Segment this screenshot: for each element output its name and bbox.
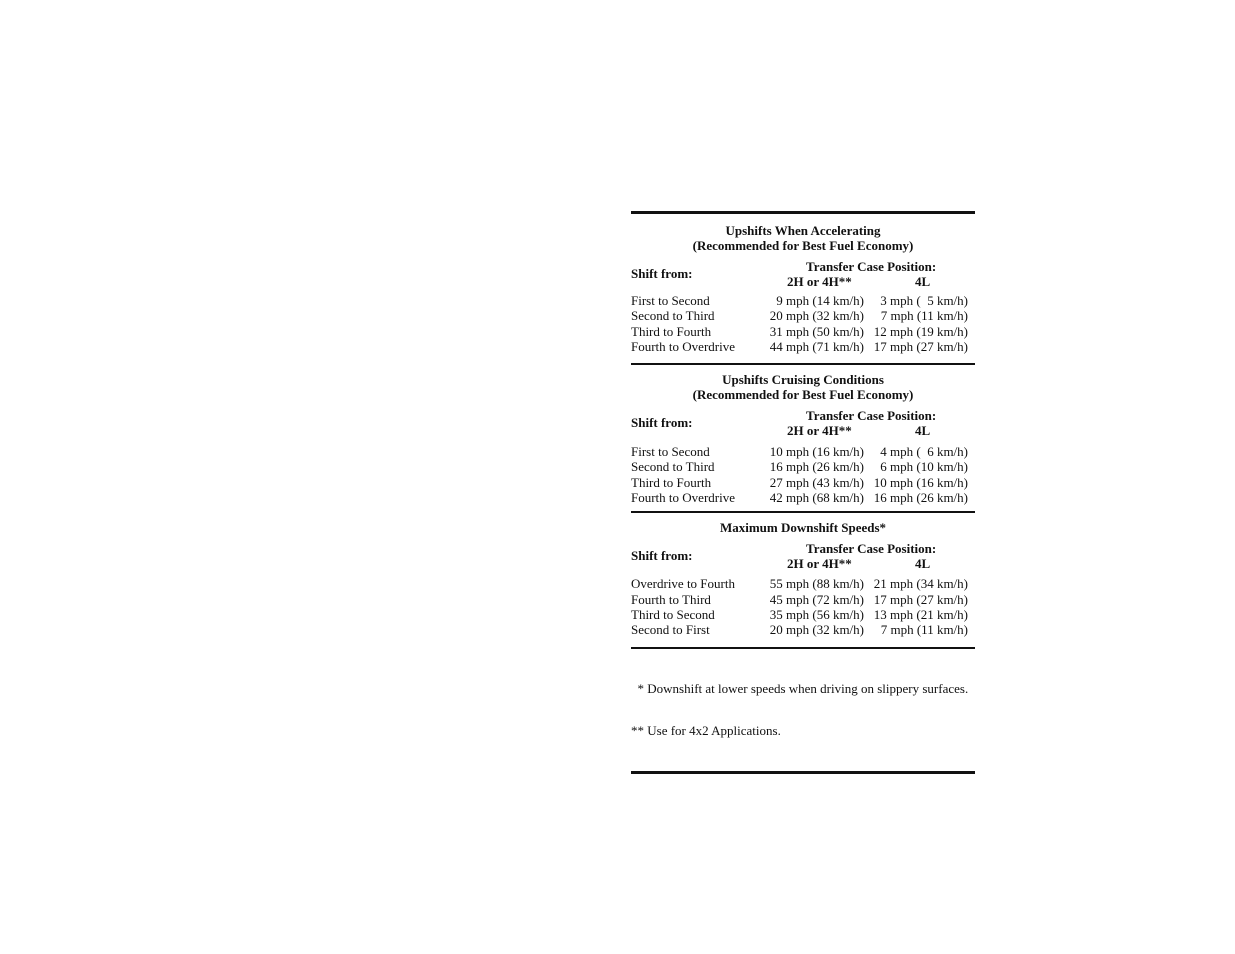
row-label: Fourth to Overdrive bbox=[631, 338, 735, 354]
row-label: Second to Third bbox=[631, 459, 715, 475]
transfer-case-label: Transfer Case Position: bbox=[806, 259, 937, 274]
section-subtitle: (Recommended for Best Fuel Economy) bbox=[692, 387, 914, 403]
column-header bbox=[631, 408, 975, 438]
col-2h-4h-header: 2H or 4H** bbox=[787, 556, 852, 572]
transfer-case-label: Transfer Case Position: bbox=[806, 408, 937, 424]
row-value-2h: 44 mph (71 km/h) bbox=[769, 338, 864, 354]
row-label: Third to Fourth bbox=[631, 323, 712, 339]
upshifts-cruising-section bbox=[631, 365, 975, 505]
col-4l-header: 4L bbox=[915, 556, 931, 572]
table-body bbox=[631, 293, 975, 354]
table-row bbox=[631, 622, 975, 637]
row-value-4l: 10 mph (16 km/h) bbox=[873, 474, 968, 490]
table-body bbox=[631, 576, 975, 637]
row-label: Fourth to Overdrive bbox=[631, 490, 735, 506]
row-value-2h: 20 mph (32 km/h) bbox=[769, 308, 864, 324]
row-value-2h: 20 mph (32 km/h) bbox=[769, 622, 864, 638]
table-row bbox=[631, 490, 975, 505]
col-2h-4h-header: 2H or 4H** bbox=[787, 423, 852, 439]
row-label: Third to Fourth bbox=[631, 474, 712, 490]
row-label: Second to Third bbox=[631, 308, 715, 324]
row-label: First to Second bbox=[631, 444, 710, 460]
row-value-4l: 6 mph (10 km/h) bbox=[880, 459, 968, 475]
row-value-2h: 55 mph (88 km/h) bbox=[769, 576, 864, 592]
table-row bbox=[631, 293, 975, 308]
row-value-2h: 31 mph (50 km/h) bbox=[769, 323, 864, 339]
bottom-rule bbox=[631, 771, 975, 774]
row-value-4l: 3 mph ( 5 km/h) bbox=[880, 293, 968, 308]
footnotes bbox=[631, 649, 975, 766]
row-label: Second to First bbox=[631, 622, 710, 638]
table-row bbox=[631, 308, 975, 323]
row-value-2h: 10 mph (16 km/h) bbox=[769, 444, 864, 460]
table-row bbox=[631, 607, 975, 622]
row-label: Third to Second bbox=[631, 606, 715, 622]
col-4l-header: 4L bbox=[915, 423, 931, 439]
section-title: Upshifts When Accelerating bbox=[725, 223, 881, 238]
section-subtitle: (Recommended for Best Fuel Economy) bbox=[692, 238, 914, 253]
section-title: Maximum Downshift Speeds* bbox=[719, 520, 887, 536]
row-value-2h: 42 mph (68 km/h) bbox=[769, 490, 864, 506]
row-value-4l: 17 mph (27 km/h) bbox=[873, 338, 968, 354]
col-4l-header: 4L bbox=[915, 274, 931, 289]
row-value-2h: 16 mph (26 km/h) bbox=[769, 459, 864, 475]
row-value-2h: 45 mph (72 km/h) bbox=[769, 591, 864, 607]
shift-from-label: Shift from: bbox=[631, 548, 693, 564]
row-value-4l: 21 mph (34 km/h) bbox=[873, 576, 968, 592]
row-value-4l: 13 mph (21 km/h) bbox=[873, 606, 968, 622]
row-value-4l: 17 mph (27 km/h) bbox=[873, 591, 968, 607]
row-value-4l: 4 mph ( 6 km/h) bbox=[880, 444, 968, 460]
row-value-4l: 12 mph (19 km/h) bbox=[873, 323, 968, 339]
footnote-downshift: * Downshift at lower speeds when driving on slippery surfaces. bbox=[631, 680, 969, 696]
table-row bbox=[631, 459, 975, 474]
column-header bbox=[631, 541, 975, 571]
row-label: First to Second bbox=[631, 293, 710, 308]
row-label: Fourth to Third bbox=[631, 591, 711, 607]
footnote-4x2: ** Use for 4x2 Applications. bbox=[631, 722, 781, 738]
col-2h-4h-header: 2H or 4H** bbox=[787, 274, 852, 289]
row-value-2h: 27 mph (43 km/h) bbox=[769, 474, 864, 490]
row-value-4l: 16 mph (26 km/h) bbox=[873, 490, 968, 506]
table-body bbox=[631, 444, 975, 505]
shift-from-label: Shift from: bbox=[631, 266, 693, 281]
table-row bbox=[631, 592, 975, 607]
column-header bbox=[631, 259, 975, 289]
row-value-4l: 7 mph (11 km/h) bbox=[880, 308, 968, 324]
row-value-2h: 35 mph (56 km/h) bbox=[769, 606, 864, 622]
table-row bbox=[631, 475, 975, 490]
max-downshift-section bbox=[631, 513, 975, 637]
transfer-case-label: Transfer Case Position: bbox=[806, 541, 937, 557]
row-value-4l: 7 mph (11 km/h) bbox=[880, 622, 968, 638]
shift-speed-card bbox=[631, 211, 975, 774]
table-row bbox=[631, 339, 975, 354]
shift-from-label: Shift from: bbox=[631, 415, 693, 431]
upshifts-accelerating-section bbox=[631, 214, 975, 354]
table-row bbox=[631, 576, 975, 591]
row-label: Overdrive to Fourth bbox=[631, 576, 735, 592]
row-value-2h: 9 mph (14 km/h) bbox=[776, 293, 864, 308]
table-row bbox=[631, 324, 975, 339]
section-title: Upshifts Cruising Conditions bbox=[722, 372, 884, 388]
table-row bbox=[631, 444, 975, 459]
